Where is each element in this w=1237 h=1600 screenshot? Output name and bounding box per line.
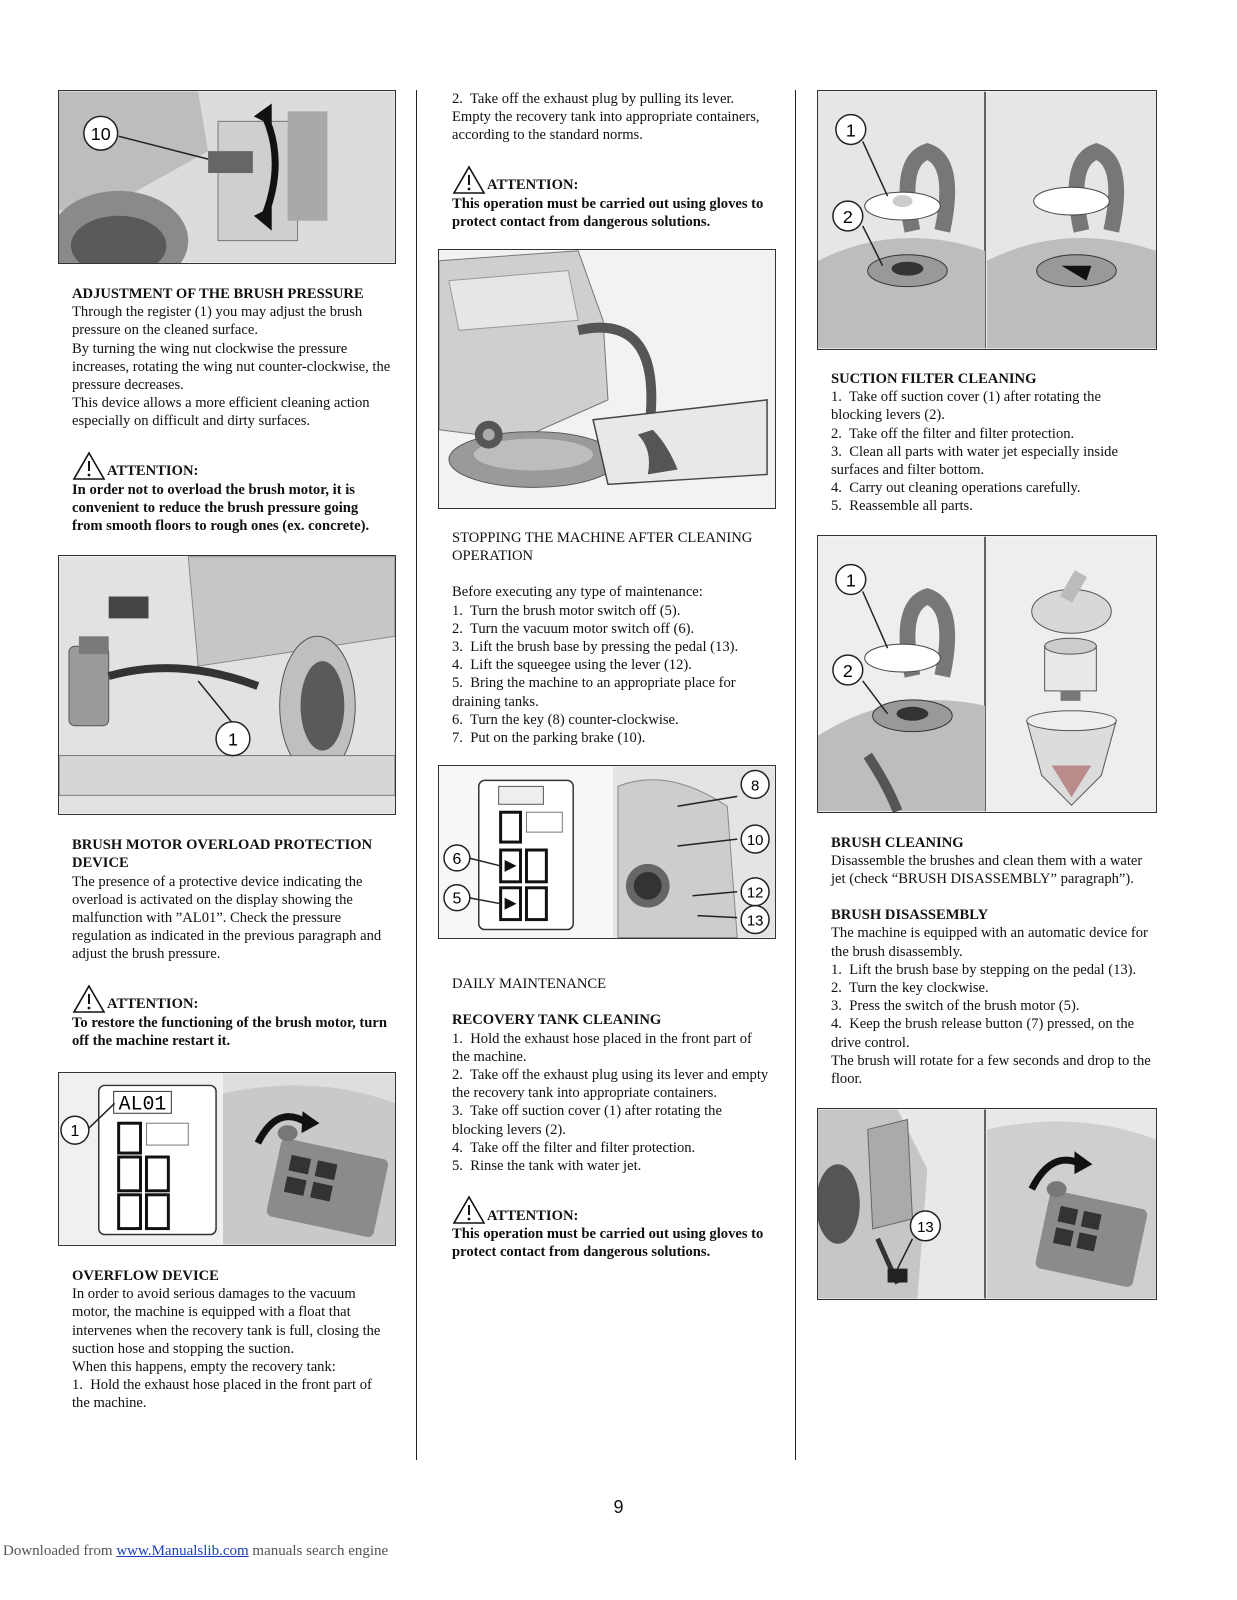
list-item: 2. Turn the vacuum motor switch off (6).	[452, 620, 695, 637]
figure-control-panel	[438, 765, 776, 939]
callout-label: 8	[750, 778, 760, 795]
figure-overload-register	[58, 555, 396, 815]
figure-display-al01	[58, 1072, 396, 1246]
list-item: 3. Lift the brush base by pressing the pedal (13).	[452, 639, 739, 656]
section-title-daily-maintenance: DAILY MAINTENANCE	[452, 976, 607, 993]
callout-label: 1	[845, 120, 856, 141]
list-item: 4. Keep the brush release button (7) pressed, on the drive control.	[831, 1016, 1135, 1051]
figure-suction-filter-parts	[817, 535, 1157, 813]
warning-icon	[452, 165, 486, 195]
attention-notice	[452, 165, 772, 231]
list-item: 2. Turn the key clockwise.	[831, 980, 989, 997]
callout-label: 2	[842, 206, 853, 227]
list-item: 4. Lift the squeegee using the lever (12).	[452, 657, 692, 674]
list-item: 5. Bring the machine to an appropriate place for draining tanks.	[452, 675, 736, 710]
list-item: 7. Put on the parking brake (10).	[452, 730, 646, 747]
callout-label: 1	[227, 729, 238, 750]
column-divider	[795, 90, 796, 1460]
list-item: 4. Take off the filter and filter protection.	[452, 1139, 696, 1156]
column-divider	[416, 90, 417, 1460]
paragraph: In order to avoid serious damages to the vacuum motor, the machine is equipped with a float that intervenes when the recovery tank is full, closing the suction hose and stopping the suction.	[72, 1286, 381, 1357]
steps-list	[831, 388, 1153, 515]
warning-icon	[72, 984, 106, 1014]
section-title-brush-disassembly: BRUSH DISASSEMBLY	[831, 907, 989, 924]
footer-suffix: manuals search engine	[248, 1543, 389, 1559]
footer	[3, 1542, 388, 1560]
paragraph: The brush will rotate for a few seconds and drop to the floor.	[831, 1052, 1151, 1088]
attention-label: ATTENTION:	[107, 996, 199, 1013]
list-item: 4. Carry out cleaning operations carefully.	[831, 480, 1081, 497]
column-3	[817, 90, 1157, 1300]
list-item: 1. Turn the brush motor switch off (5).	[452, 602, 681, 619]
paragraph: Through the register (1) you may adjust the brush pressure on the cleaned surface.	[72, 304, 363, 339]
attention-text: To restore the functioning of the brush motor, turn off the machine restart it.	[72, 1014, 387, 1049]
attention-notice	[72, 451, 392, 536]
callout-label: 13	[917, 1220, 934, 1237]
attention-notice	[72, 984, 392, 1050]
attention-text: In order not to overload the brush motor, it is convenient to reduce the brush pressure going from smooth floors to rough ones (ex. concrete).	[72, 481, 370, 535]
warning-icon	[452, 1195, 486, 1225]
callout-label: 2	[842, 660, 853, 681]
section-title-overload: BRUSH MOTOR OVERLOAD PROTECTION DEVICE	[72, 837, 373, 872]
list-item: 2. Take off the exhaust plug by pulling its lever. Empty the recovery tank into appropriate containers, according to the standard norms.	[452, 91, 760, 144]
display-readout: AL01	[118, 1092, 167, 1116]
page-number: 9	[613, 1497, 624, 1517]
attention-text: This operation must be carried out using gloves to protect contact from dangerous solutions.	[452, 195, 764, 230]
paragraph: By turning the wing nut clockwise the pressure increases, rotating the wing nut counter-clockwise, the pressure decreases.	[72, 340, 391, 394]
figure-draining-recovery-tank	[438, 249, 776, 509]
section-title-suction-filter: SUCTION FILTER CLEANING	[831, 371, 1037, 387]
section-title-recovery-tank: RECOVERY TANK CLEANING	[452, 1012, 662, 1029]
callout-label: 1	[845, 570, 856, 591]
list-item: 3. Take off suction cover (1) after rotating the blocking levers (2).	[452, 1103, 722, 1138]
callout-label: 13	[746, 913, 764, 930]
callout-label: 12	[746, 885, 764, 902]
footer-prefix: Downloaded from	[3, 1543, 117, 1559]
attention-label: ATTENTION:	[487, 1208, 579, 1225]
column-1	[58, 90, 396, 1413]
callout-label: 1	[70, 1123, 80, 1141]
list-item: 2. Take off the filter and filter protection.	[831, 425, 1075, 442]
attention-label: ATTENTION:	[487, 177, 579, 194]
callout-label: 5	[452, 890, 462, 908]
attention-notice	[452, 1195, 772, 1261]
paragraph: This device allows a more efficient cleaning action especially on difficult and dirty surfaces.	[72, 395, 370, 430]
paragraph: The machine is equipped with an automatic device for the brush disassembly.	[831, 925, 1148, 960]
paragraph: When this happens, empty the recovery tank:	[72, 1359, 336, 1376]
paragraph: Before executing any type of maintenance:	[452, 584, 703, 601]
attention-text: This operation must be carried out using gloves to protect contact from dangerous solutions.	[452, 1226, 764, 1261]
attention-label: ATTENTION:	[107, 463, 199, 480]
warning-icon	[72, 451, 106, 481]
callout-label: 6	[452, 851, 462, 869]
paragraph: The presence of a protective device indicating the overload is activated on the display showing the malfunction with ”AL01”. Check the pressure regulation as indicated in the previous paragraph and adjust the brush pressure.	[72, 873, 382, 963]
list-item: 6. Turn the key (8) counter-clockwise.	[452, 711, 679, 728]
list-item: 5. Rinse the tank with water jet.	[452, 1158, 642, 1175]
manualslib-link[interactable]: www.Manualslib.com	[116, 1543, 249, 1559]
steps-list	[831, 961, 1153, 1052]
list-item: 1. Lift the brush base by stepping on the pedal (13).	[831, 961, 1137, 978]
list-item: 1. Hold the exhaust hose placed in the front part of the machine.	[452, 1030, 752, 1065]
section-title-brush-pressure: ADJUSTMENT OF THE BRUSH PRESSURE	[72, 286, 364, 302]
list-item: 1. Hold the exhaust hose placed in the front part of the machine.	[72, 1377, 372, 1412]
section-title-stopping: STOPPING THE MACHINE AFTER CLEANING OPERATION	[452, 530, 753, 565]
list-item: 5. Reassemble all parts.	[831, 498, 973, 515]
list-item: 1. Take off suction cover (1) after rotating the blocking levers (2).	[831, 389, 1101, 424]
steps-list	[452, 1030, 772, 1176]
steps-list	[452, 602, 772, 748]
callout-label: 10	[746, 833, 764, 850]
list-item: 2. Take off the exhaust plug using its lever and empty the recovery tank into appropriate containers.	[452, 1067, 769, 1102]
list-item: 3. Press the switch of the brush motor (5).	[831, 998, 1080, 1015]
figure-suction-cover	[817, 90, 1157, 350]
column-2	[438, 90, 776, 1262]
section-title-overflow: OVERFLOW DEVICE	[72, 1268, 219, 1285]
list-item: 3. Clean all parts with water jet especially inside surfaces and filter bottom.	[831, 443, 1118, 479]
section-title-brush-cleaning: BRUSH CLEANING	[831, 834, 964, 851]
paragraph: Disassemble the brushes and clean them with a water jet (check “BRUSH DISASSEMBLY” paragraph”).	[831, 852, 1143, 888]
figure-brush-pressure-register	[58, 90, 396, 264]
figure-brush-disassembly	[817, 1108, 1157, 1300]
callout-label: 10	[90, 124, 111, 145]
